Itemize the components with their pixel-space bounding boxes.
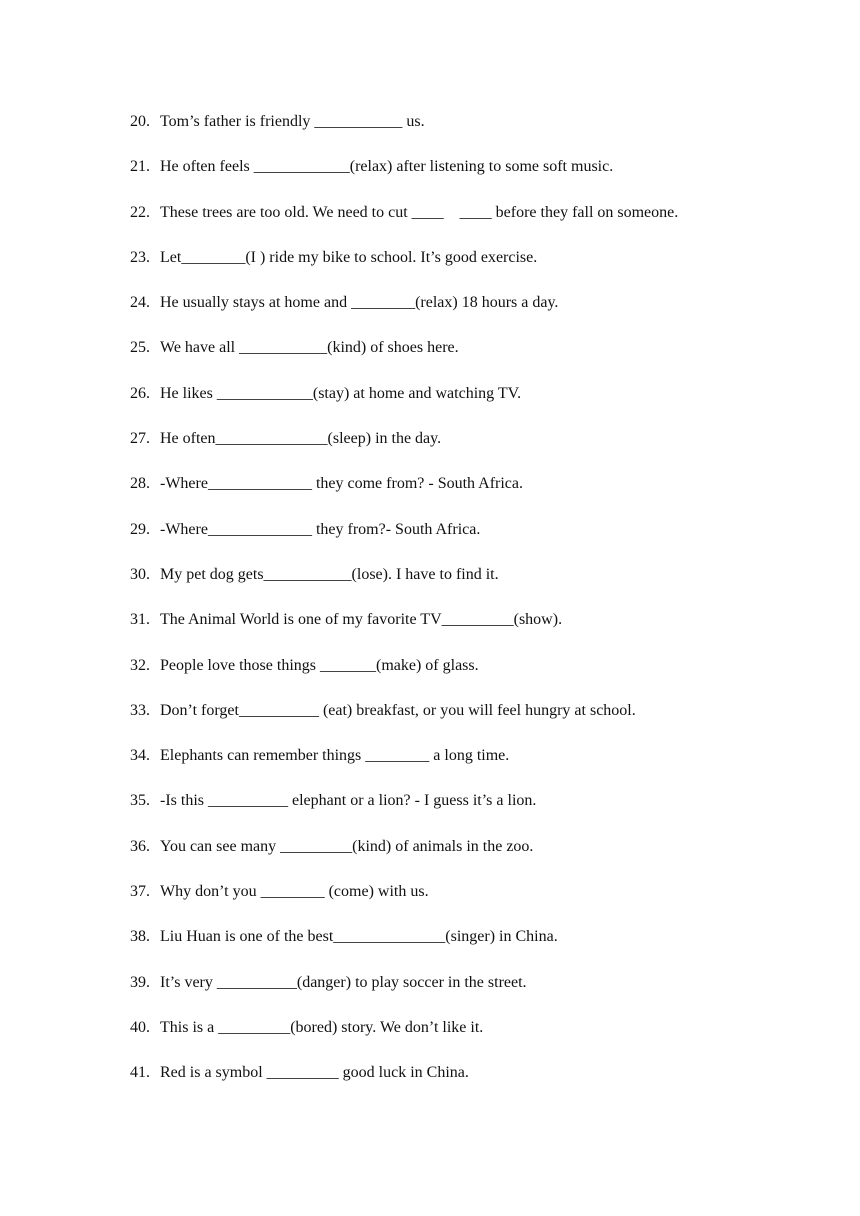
question-text: Why don’t you ________ (come) with us. [160, 883, 429, 901]
question-item [130, 882, 790, 927]
question-item [130, 837, 790, 882]
question-text: Tom’s father is friendly ___________ us. [160, 113, 425, 130]
question-text: Don’t forget__________ (eat) breakfast, or you will feel hungry at school. [160, 701, 636, 719]
question-number: 34. [130, 747, 150, 765]
question-item [130, 746, 790, 791]
question-text: He often feels ____________(relax) after listening to some soft music. [160, 158, 614, 176]
question-number: 24. [130, 294, 150, 312]
question-text: -Where_____________ they come from? - South Africa. [160, 475, 524, 493]
question-item [130, 203, 790, 248]
question-number: 31. [130, 611, 150, 629]
question-number: 26. [130, 384, 150, 402]
question-item [130, 610, 790, 655]
question-text: You can see many _________(kind) of animals in the zoo. [160, 837, 534, 855]
question-text: It’s very __________(danger) to play soccer in the street. [160, 973, 527, 991]
question-item [130, 701, 790, 746]
question-number: 36. [130, 837, 150, 855]
question-number: 37. [130, 883, 150, 901]
question-number: 20. [130, 113, 150, 130]
question-item [130, 565, 790, 610]
question-item [130, 791, 790, 836]
question-text: This is a _________(bored) story. We don’t like it. [160, 1018, 484, 1036]
question-number: 40. [130, 1018, 150, 1036]
question-list [130, 112, 790, 1109]
question-item [130, 656, 790, 701]
question-text: Let________(I ) ride my bike to school. It’s good exercise. [160, 248, 538, 266]
question-text: My pet dog gets___________(lose). I have to find it. [160, 565, 499, 583]
question-item [130, 1063, 790, 1108]
question-number: 22. [130, 203, 150, 221]
question-item [130, 248, 790, 293]
question-text: He likes ____________(stay) at home and watching TV. [160, 384, 522, 402]
question-text: Elephants can remember things ________ a long time. [160, 747, 510, 765]
question-number: 30. [130, 565, 150, 583]
question-number: 25. [130, 339, 150, 357]
question-number: 27. [130, 430, 150, 448]
question-number: 39. [130, 973, 150, 991]
question-text: Liu Huan is one of the best______________(singer) in China. [160, 928, 558, 946]
question-number: 38. [130, 928, 150, 946]
question-text: These trees are too old. We need to cut ____ ____ before they fall on someone. [160, 203, 679, 221]
question-item [130, 112, 790, 157]
question-item [130, 474, 790, 519]
question-number: 32. [130, 656, 150, 674]
question-number: 33. [130, 701, 150, 719]
question-text: He usually stays at home and ________(relax) 18 hours a day. [160, 294, 559, 312]
question-number: 35. [130, 792, 150, 810]
question-text: The Animal World is one of my favorite TV_________(show). [160, 611, 563, 629]
question-item [130, 1018, 790, 1063]
question-text: He often______________(sleep) in the day. [160, 430, 442, 448]
question-number: 41. [130, 1064, 150, 1082]
question-text: People love those things _______(make) of glass. [160, 656, 479, 674]
question-text: We have all ___________(kind) of shoes here. [160, 339, 459, 357]
question-item [130, 429, 790, 474]
question-item [130, 338, 790, 383]
question-number: 23. [130, 248, 150, 266]
question-item [130, 157, 790, 202]
question-item [130, 384, 790, 429]
question-item [130, 973, 790, 1018]
question-number: 21. [130, 158, 150, 176]
question-item [130, 293, 790, 338]
question-item [130, 520, 790, 565]
question-text: Red is a symbol _________ good luck in China. [160, 1064, 469, 1082]
question-item [130, 927, 790, 972]
question-number: 28. [130, 475, 150, 493]
question-text: -Where_____________ they from?- South Africa. [160, 520, 481, 538]
question-text: -Is this __________ elephant or a lion? - I guess it’s a lion. [160, 792, 537, 810]
question-number: 29. [130, 520, 150, 538]
